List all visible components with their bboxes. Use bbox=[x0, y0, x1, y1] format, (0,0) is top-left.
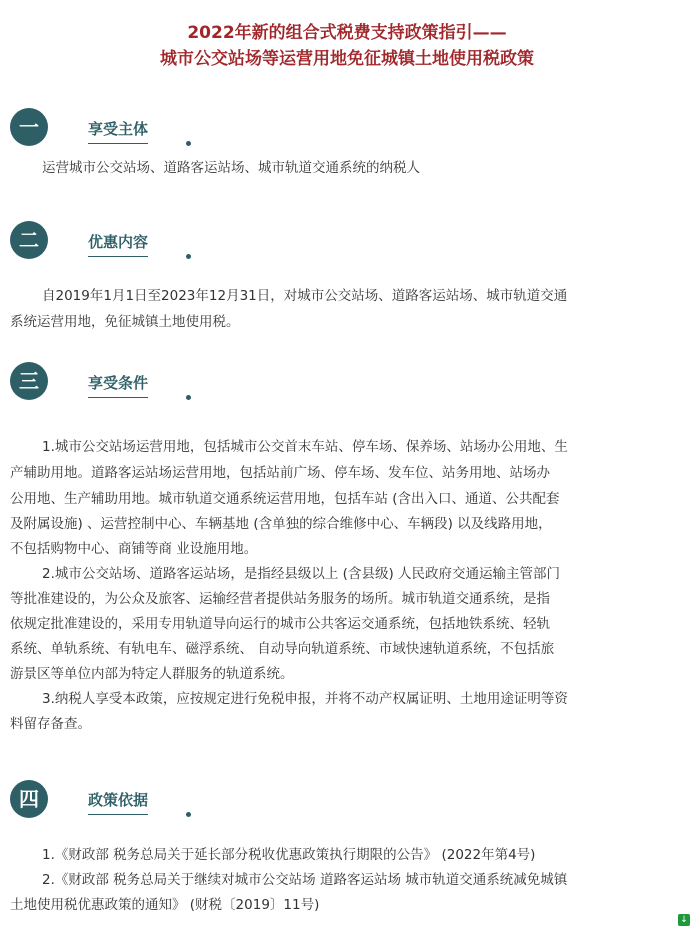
section-3-text-line: 等批准建设的，为公众及旅客、运输经营者提供站务服务的场所。城市轨道交通系统，是指 bbox=[10, 591, 550, 607]
section-1-dot bbox=[186, 141, 191, 146]
section-2-dot bbox=[186, 254, 191, 259]
download-arrow-icon[interactable]: ↓ bbox=[678, 914, 690, 926]
section-2-number-badge: 二 bbox=[10, 221, 48, 259]
section-1-text-line: 运营城市公交站场、道路客运站场、城市轨道交通系统的纳税人 bbox=[42, 160, 420, 176]
section-3-heading: 享受条件 bbox=[88, 373, 148, 398]
section-1-number-badge: 一 bbox=[10, 108, 48, 146]
section-2-heading: 优惠内容 bbox=[88, 232, 148, 257]
section-3-dot bbox=[186, 395, 191, 400]
section-3-number-badge: 三 bbox=[10, 362, 48, 400]
section-3-text-line: 2.城市公交站场、道路客运站场，是指经县级以上 (含县级) 人民政府交通运输主管部门 bbox=[42, 566, 560, 582]
section-3-text-line: 公用地、生产辅助用地。城市轨道交通系统运营用地，包括车站 (含出入口、通道、公共配套 bbox=[10, 491, 560, 507]
section-3-text-line: 不包括购物中心、商铺等商 业设施用地。 bbox=[10, 541, 258, 557]
section-3-text-line: 料留存备查。 bbox=[10, 716, 91, 732]
page-title-line2: 城市公交站场等运营用地免征城镇土地使用税政策 bbox=[160, 49, 534, 69]
section-4-heading: 政策依据 bbox=[88, 790, 148, 815]
section-1-heading: 享受主体 bbox=[88, 119, 148, 144]
section-3-text-line: 1.城市公交站场运营用地，包括城市公交首末车站、停车场、保养场、站场办公用地、生 bbox=[42, 439, 568, 455]
section-3-text-line: 及附属设施) 、运营控制中心、车辆基地 (含单独的综合维修中心、车辆段) 以及线路用地， bbox=[10, 516, 552, 532]
section-3-text-line: 游景区等单位内部为特定人群服务的轨道系统。 bbox=[10, 666, 294, 682]
section-4-dot bbox=[186, 812, 191, 817]
section-3-text-line: 3.纳税人享受本政策，应按规定进行免税申报，并将不动产权属证明、土地用途证明等资 bbox=[42, 691, 568, 707]
page-title-line1: 2022年新的组合式税费支持政策指引—— bbox=[187, 23, 507, 43]
section-2-text-line: 系统运营用地，免征城镇土地使用税。 bbox=[10, 314, 240, 330]
section-3-text-line: 依规定批准建设的，采用专用轨道导向运行的城市公共客运交通系统，包括地铁系统、轻轨 bbox=[10, 616, 550, 632]
section-3-text-line: 系统、单轨系统、有轨电车、磁浮系统、 自动导向轨道系统、市域快速轨道系统，不包括旅 bbox=[10, 641, 555, 657]
section-4-text-line: 2.《财政部 税务总局关于继续对城市公交站场 道路客运站场 城市轨道交通系统减免城镇 bbox=[42, 872, 568, 888]
section-4-number-badge: 四 bbox=[10, 780, 48, 818]
section-2-text-line: 自2019年1月1日至2023年12月31日，对城市公交站场、道路客运站场、城市轨道交通 bbox=[42, 288, 568, 304]
section-3-text-line: 产辅助用地。道路客运站场运营用地，包括站前广场、停车场、发车位、站务用地、站场办 bbox=[10, 465, 550, 481]
section-4-text-line: 1.《财政部 税务总局关于延长部分税收优惠政策执行期限的公告》 (2022年第4号) bbox=[42, 847, 536, 863]
section-4-text-line: 土地使用税优惠政策的通知》 (财税〔2019〕11号) bbox=[10, 897, 320, 913]
